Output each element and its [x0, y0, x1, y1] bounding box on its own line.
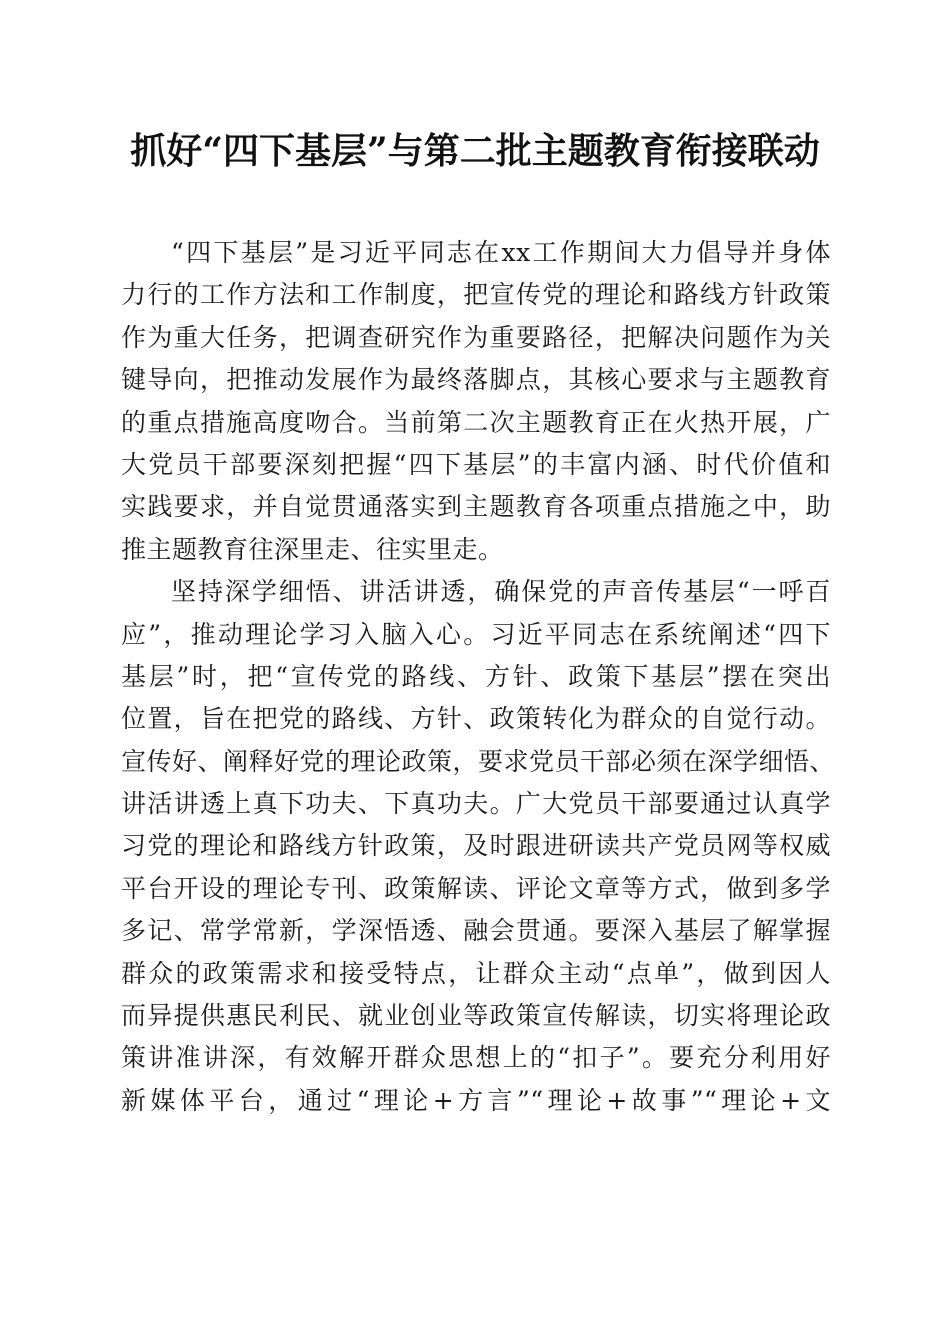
- paragraph-line: 多记、常学常新，学深悟透、融会贯通。要深入基层了解掌握: [121, 916, 831, 946]
- paragraph-line: 的重点措施高度吻合。当前第二次主题教育正在火热开展，广: [121, 407, 831, 437]
- paragraph-1: [121, 232, 831, 571]
- paragraph-line: 坚持深学细悟、讲活讲透，确保党的声音传基层“一呼百: [171, 577, 831, 607]
- paragraph-line: 平台开设的理论专刊、政策解读、评论文章等方式，做到多学: [121, 873, 831, 903]
- document-title: 抓好“四下基层”与第二批主题教育衔接联动: [130, 130, 820, 172]
- paragraph-line: 讲活讲透上真下功夫、下真功夫。广大党员干部要通过认真学: [121, 789, 831, 819]
- paragraph-line: 策讲准讲深，有效解开群众思想上的“扣子”。要充分利用好: [121, 1043, 831, 1073]
- paragraph-line: 新媒体平台，通过“理论+方言”“理论+故事”“理论+文: [121, 1085, 831, 1115]
- paragraph-line: 作为重大任务，把调查研究作为重要路径，把解决问题作为关: [121, 322, 831, 352]
- paragraph-line: 群众的政策需求和接受特点，让群众主动“点单”，做到因人: [121, 958, 831, 988]
- paragraph-line: 而异提供惠民利民、就业创业等政策宣传解读，切实将理论政: [121, 1001, 831, 1031]
- paragraph-line: 力行的工作方法和工作制度，把宣传党的理论和路线方针政策: [121, 280, 831, 310]
- paragraph-line: 应”，推动理论学习入脑入心。习近平同志在系统阐述“四下: [121, 619, 831, 649]
- document-body: [121, 232, 836, 1122]
- paragraph-line: 大党员干部要深刻把握“四下基层”的丰富内涵、时代价值和: [121, 449, 831, 479]
- paragraph-line: 习党的理论和路线方针政策，及时跟进研读共产党员网等权威: [121, 831, 831, 861]
- paragraph-line: 键导向，把推动发展作为最终落脚点，其核心要求与主题教育: [121, 365, 831, 395]
- paragraph-line: 基层”时，把“宣传党的路线、方针、政策下基层”摆在突出: [121, 661, 831, 691]
- paragraph-line: 实践要求，并自觉贯通落实到主题教育各项重点措施之中，助: [121, 492, 831, 522]
- paragraph-2: [121, 571, 836, 1122]
- paragraph-line: 宣传好、阐释好党的理论政策，要求党员干部必须在深学细悟、: [121, 746, 836, 776]
- paragraph-line: “四下基层”是习近平同志在xx工作期间大力倡导并身体: [171, 238, 831, 267]
- paragraph-line: 推主题教育往深里走、往实里走。: [121, 534, 504, 564]
- paragraph-line: 位置，旨在把党的路线、方针、政策转化为群众的自觉行动。: [121, 704, 831, 734]
